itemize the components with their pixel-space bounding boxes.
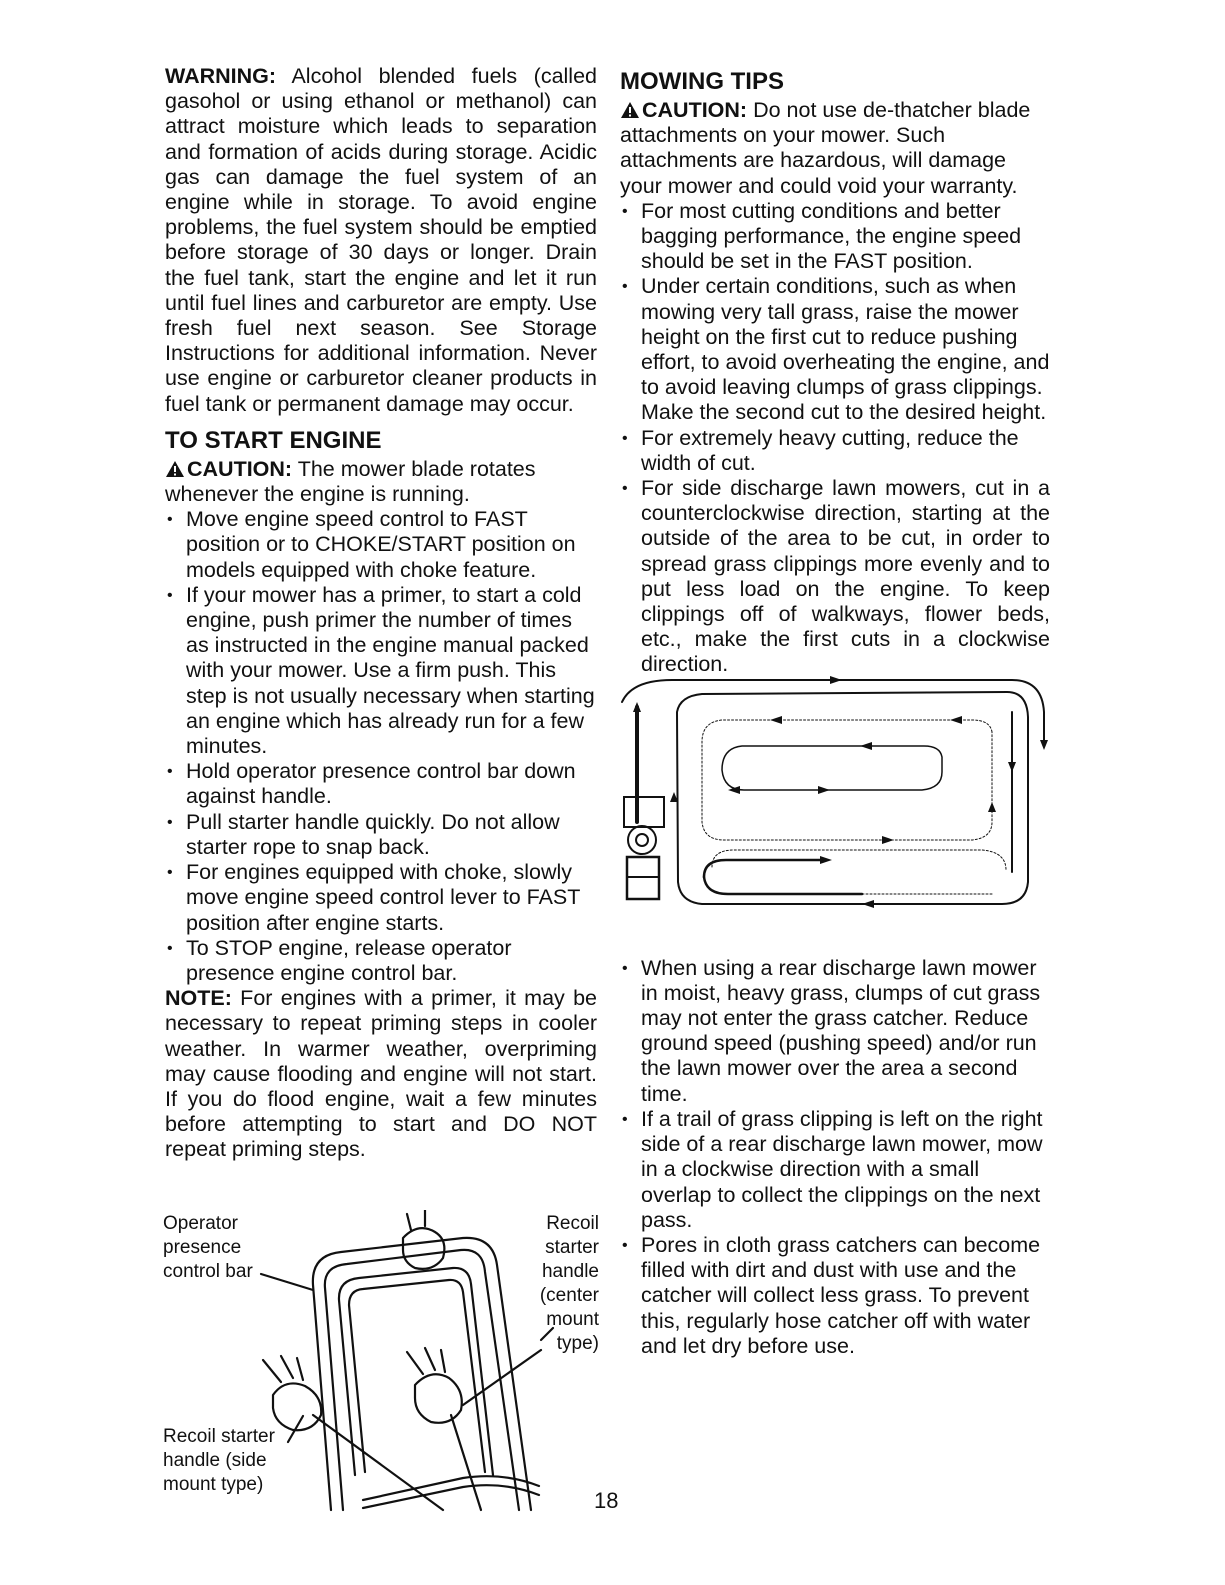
caution-text: Do not use de-thatcher blade attachments on your mower. Such attachments are hazardous, will damage your mower and could void your warranty. <box>620 98 1031 198</box>
side-starter-caption: Recoil starter handle (side mount type) <box>163 1426 275 1495</box>
caution-label: CAUTION: <box>187 456 293 481</box>
step-item: • Pull starter handle quickly. Do not allow starter rope to snap back. <box>165 810 597 860</box>
caution-text: The mower blade rotates whenever the engine is running. <box>165 456 536 507</box>
step-item: • For engines equipped with choke, slowly move engine speed control lever to FAST position after engine starts. <box>165 860 597 936</box>
mowing-tips-heading: MOWING TIPS <box>620 68 784 95</box>
control-bar-caption: Operator presence control bar <box>163 1213 253 1282</box>
tip-item: • Under certain conditions, such as when mowing very tall grass, raise the mower height on the first cut to reduce pushing effort, to avoid overheating the engine, and to avoid leaving clumps of grass clippings. Make the second cut to the desired height. <box>620 274 1050 425</box>
tip-item: • When using a rear discharge lawn mower in moist, heavy grass, clumps of cut grass may not enter the grass catcher. Reduce ground speed (pushing speed) and/or run the lawn mower over the area a second time. <box>620 956 1050 1107</box>
tip-item: • If a trail of grass clipping is left on the right side of a rear discharge lawn mower, mow in a clockwise direction with a small overlap to collect the clippings on the next pass. <box>620 1107 1050 1233</box>
mowing-caution <box>620 98 1050 199</box>
handle-figure <box>163 1210 603 1530</box>
tip-item: • For side discharge lawn mowers, cut in a counterclockwise direction, starting at the outside of the area to be cut, in order to spread grass clippings more evenly and to put less load on the engine. To keep clippings off of walkways, flower beds, etc., make the first cuts in a clockwise direction. <box>620 476 1050 678</box>
step-item: • Hold operator presence control bar down against handle. <box>165 759 597 809</box>
step-item: • To STOP engine, release operator presence engine control bar. <box>165 936 597 986</box>
note-text: For engines with a primer, it may be necessary to repeat priming steps in cooler weather. In warmer weather, overpriming may cause flooding and engine will not start. If you do flood engine, wait a few minutes before attempting to start and DO NOT repeat priming steps. <box>165 986 597 1162</box>
warning-text: Alcohol blended fuels (called gasohol or using ethanol or methanol) can attract moisture which leads to separation and formation of acids during storage. Acidic gas can damage the fuel system of an engine while in storage. To avoid engine problems, the fuel system should be emptied before storage of 30 days or longer. Drain the fuel tank, start the engine and let it run until fuel lines and carburetor are empty. Use fresh fuel next season. See Storage Instructions for additional information. Never use engine or carburetor cleaner products in fuel tank or permanent damage may occur. <box>165 64 597 416</box>
fuel-warning <box>165 64 597 417</box>
step-item: • If your mower has a primer, to start a cold engine, push primer the number of times as instructed in the engine manual packed with your mower. Use a firm push. This step is not usually necessary when starting an engine which has already run for a few minutes. <box>165 583 597 759</box>
warning-label: WARNING: <box>165 64 277 88</box>
tip-item: • Pores in cloth grass catchers can become filled with dirt and dust with use and the catcher will collect less grass. To prevent this, regularly hose catcher off with water and let dry before use. <box>620 1233 1050 1359</box>
mowing-pattern-diagram <box>612 672 1052 922</box>
mowing-tips-list-continued <box>620 956 1050 1359</box>
left-column <box>165 64 597 1163</box>
step-item: • Move engine speed control to FAST position or to CHOKE/START position on models equipped with choke feature. <box>165 507 597 583</box>
page-number: 18 <box>594 1488 619 1513</box>
start-engine-caution <box>165 457 597 507</box>
center-starter-caption: Recoil starter handle (center mount type) <box>539 1213 599 1354</box>
mowing-tips-list <box>620 199 1050 678</box>
priming-note <box>165 986 597 1162</box>
start-engine-heading: TO START ENGINE <box>165 426 382 454</box>
tip-item: • For most cutting conditions and better bagging performance, the engine speed should be set in the FAST position. <box>620 199 1050 275</box>
caution-label: CAUTION: <box>642 98 748 122</box>
tip-item: • For extremely heavy cutting, reduce the width of cut. <box>620 426 1050 476</box>
caution-triangle-icon <box>165 460 185 478</box>
note-label: NOTE: <box>165 986 232 1011</box>
start-engine-steps <box>165 507 597 986</box>
caution-triangle-icon <box>620 101 640 119</box>
